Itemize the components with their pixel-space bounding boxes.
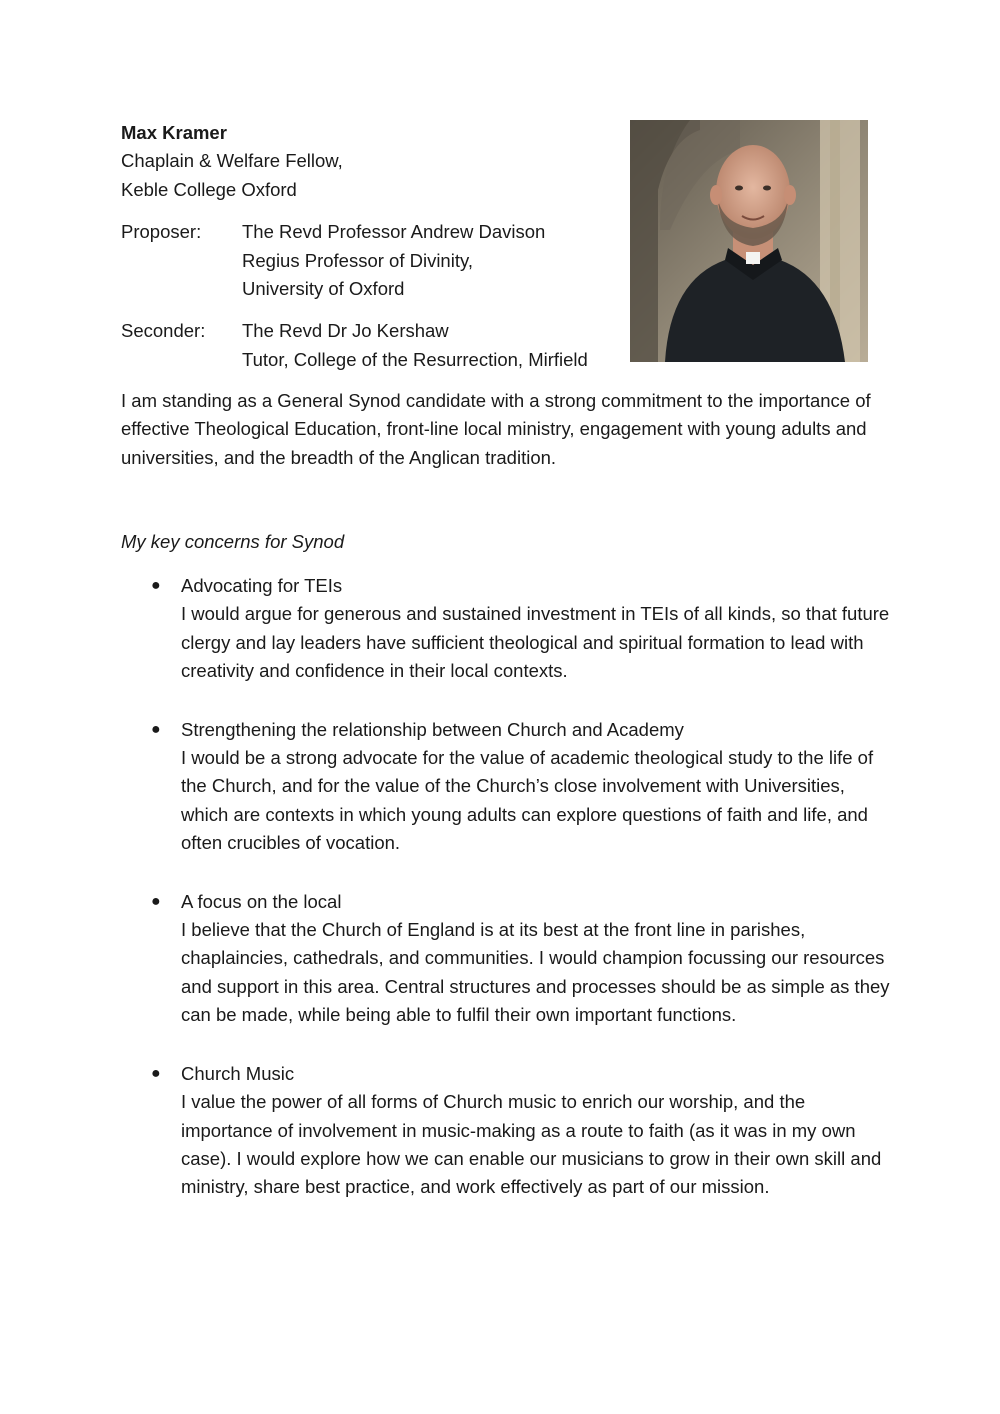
intro-paragraph: I am standing as a General Synod candidate with a strong commitment to the importance of effective Theological Education, front-line local ministry, engagement with young adults and universities, and the breadth of the Anglican tradition. [121,390,871,468]
concern-title: Advocating for TEIs [181,575,343,596]
concern-title: Church Music [181,1062,295,1084]
concern-body: I would be a strong advocate for the value of academic theological study to the life of the Church, and for the value of the Church’s close involvement with Universities, which are contexts in which young adults can explore questions of faith and life, and often crucibles of vocation. [181,747,874,854]
proposer-institution: University of Oxford [242,278,405,300]
concern-title: Strengthening the relationship between Church and Academy [181,718,684,740]
proposer-label: Proposer: [121,221,202,243]
concerns-list [121,572,891,1232]
proposer-title: Regius Professor of Divinity, [242,249,473,271]
bullet-icon: ● [151,577,161,594]
concern-body: I value the power of all forms of Church music to enrich our worship, and the importance of involvement in music-making as a route to faith (as it was in my own case). I would explore how we can enable our musicians to grow in their own skill and ministry, share best practice, and work effectively as part of our mission. [181,1091,882,1198]
candidate-role-line-1: Chaplain & Welfare Fellow, [121,150,343,172]
concern-title: A focus on the local [181,890,342,912]
candidate-name: Max Kramer [121,122,227,143]
concern-body: I would argue for generous and sustained investment in TEIs of all kinds, so that future clergy and lay leaders have sufficient theological and spiritual formation to lead with creativity and confidence in their local contexts. [181,603,890,682]
list-item [121,572,891,686]
candidate-photo [630,120,868,362]
concern-body: I believe that the Church of England is at its best at the front line in parishes, chaplaincies, cathedrals, and communities. I would champion focussing our resources and support in this area. Central structures and processes should be as simple as they can be made, while being able to fulfil their own important functions. [181,919,890,1026]
seconder-name: The Revd Dr Jo Kershaw [242,320,449,342]
list-item [121,888,891,1030]
concerns-heading: My key concerns for Synod [121,531,345,552]
candidate-role-line-2: Keble College Oxford [121,178,297,200]
candidate-header [121,119,621,374]
bullet-icon: ● [151,1064,161,1082]
seconder-block [121,317,621,374]
seconder-title: Tutor, College of the Resurrection, Mirfield [242,348,588,370]
bullet-icon: ● [151,892,161,910]
proposer-name: The Revd Professor Andrew Davison [242,221,546,243]
list-item [121,1060,891,1202]
list-item [121,716,891,858]
proposer-block [121,218,621,303]
seconder-label: Seconder: [121,320,206,342]
bullet-icon: ● [151,720,161,738]
